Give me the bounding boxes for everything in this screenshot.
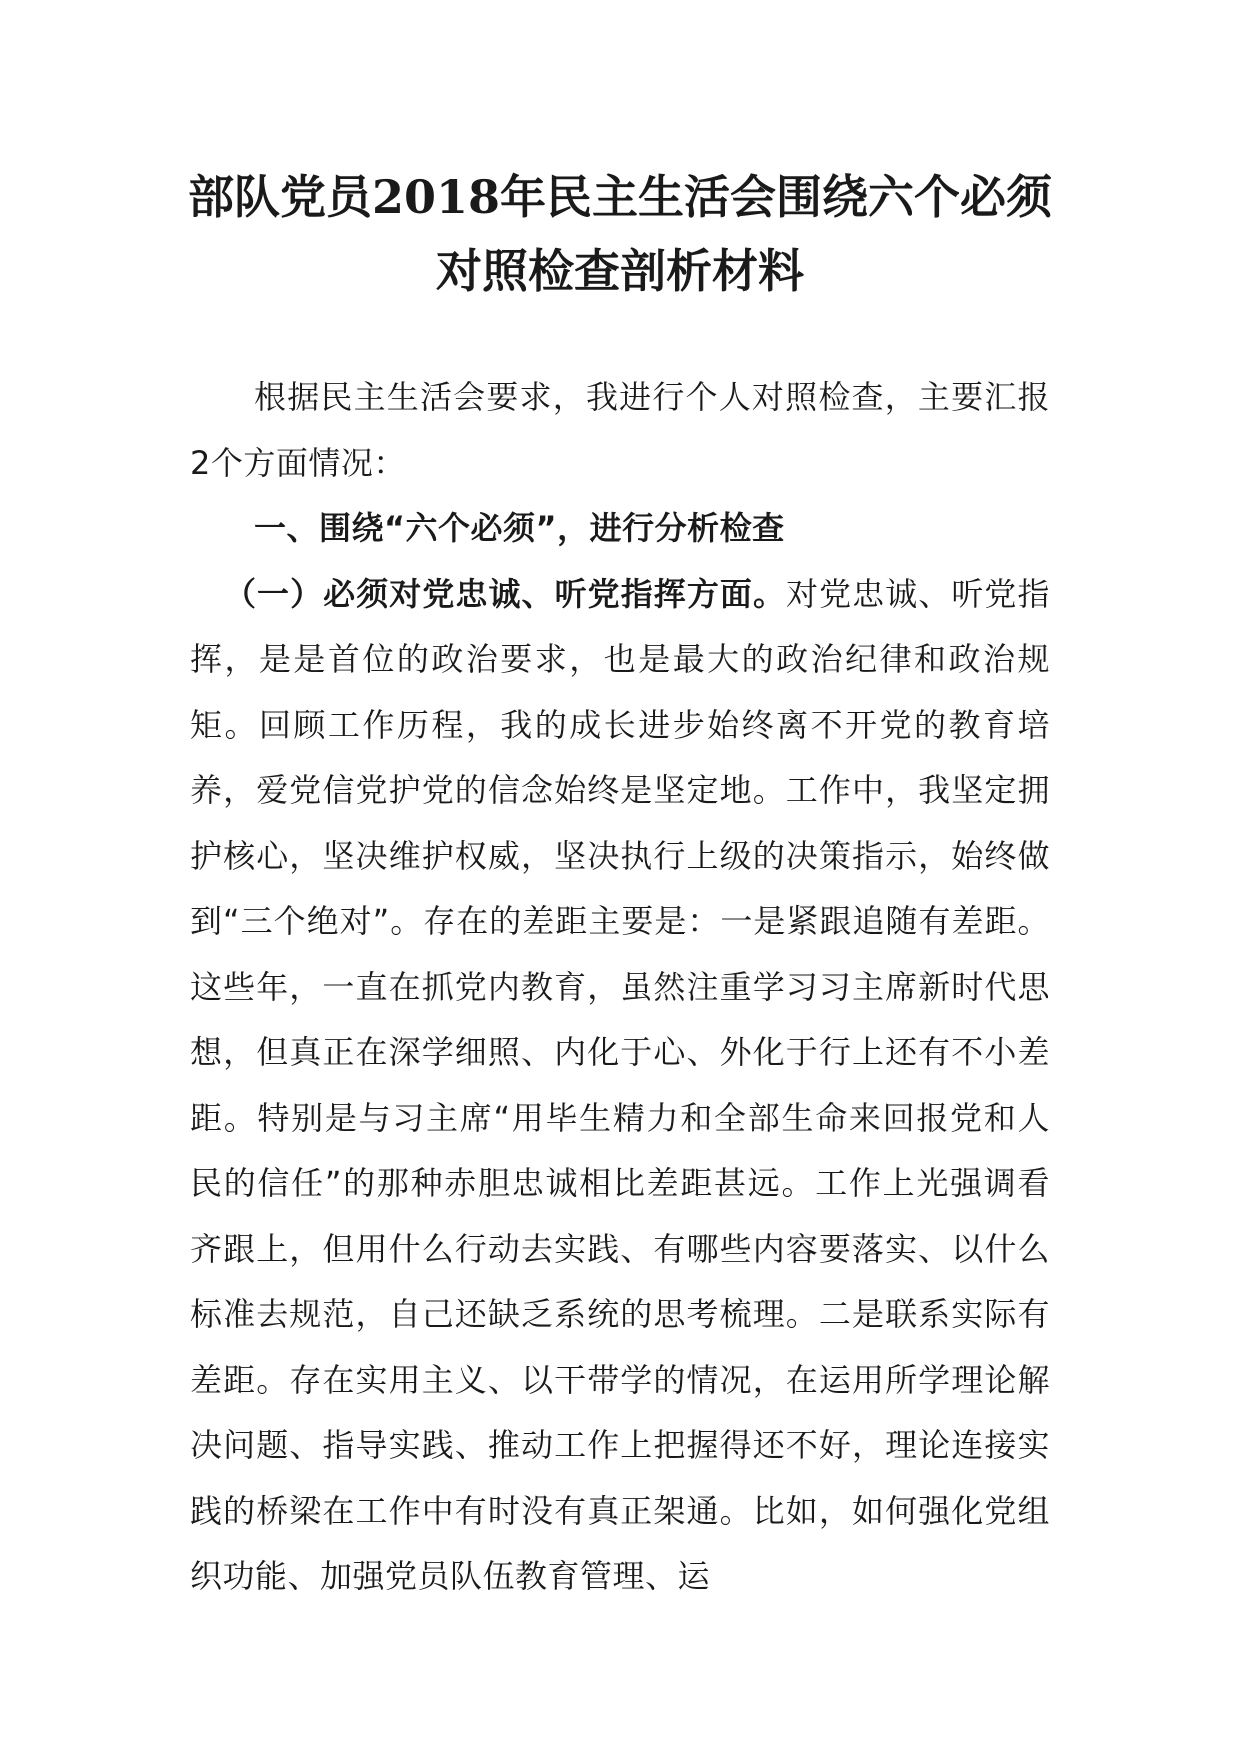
subsection-body-text: 对党忠诚、听党指挥，是是首位的政治要求，也是最大的政治纪律和政治规矩。回顾工作历程，我的成长进步始终离不开党的教育培养，爱党信党护党的信念始终是坚定地。工作中，我坚定拥护核心，坚决维护权威，坚决执行上级的决策指示，始终做到“三个绝对”。存在的差距主要是：一是紧跟追随有差距。这些年，一直在抓党内教育，虽然注重学习习主席新时代思想，但真正在深学细照、内化于心、外化于行上还有不小差距。特别是与习主席“用毕生精力和全部生命来回报党和人民的信任”的那种赤胆忠诚相比差距甚远。工作上光强调看齐跟上，但用什么行动去实践、有哪些内容要落实、以什么标准去规范，自己还缺乏系统的思考梳理。二是联系实际有差距。存在实用主义、以干带学的情况，在运用所学理论解决问题、指导实践、推动工作上把握得还不好，理论连接实践的桥梁在工作中有时没有真正架通。比如，如何强化党组织功能、加强党员队伍教育管理、运 [190,574,1050,1595]
document-title-line-2: 对照检查剖析材料 [436,244,804,298]
subsection-paragraph [190,562,1050,1610]
document-body [190,365,1050,1610]
subsection-heading: （一）必须对党忠诚、听党指挥方面。 [224,574,787,613]
section-heading: 一、围绕“六个必须”，进行分析检查 [254,509,785,547]
intro-paragraph: 根据民主生活会要求，我进行个人对照检查，主要汇报2个方面情况： [190,378,1050,482]
document-title-line-1: 部队党员2018年民主生活会围绕六个必须 [187,170,1053,224]
